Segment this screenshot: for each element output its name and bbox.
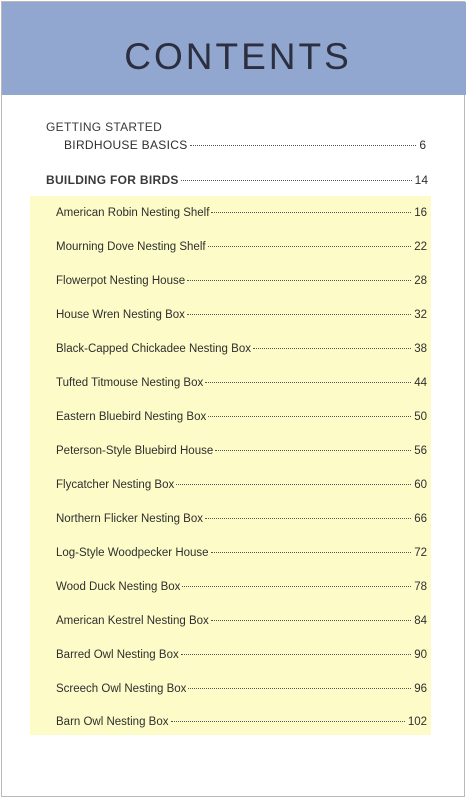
toc-entry-label: Tufted Titmouse Nesting Box bbox=[56, 377, 204, 389]
toc-entry-page: 56 bbox=[414, 445, 427, 457]
toc-entry[interactable] bbox=[56, 411, 427, 423]
toc-entry[interactable] bbox=[56, 479, 427, 491]
toc-entry[interactable] bbox=[56, 683, 427, 695]
toc-entry-label: Peterson-Style Bluebird House bbox=[56, 445, 214, 457]
dot-leader bbox=[181, 180, 412, 181]
toc-entry-page: 66 bbox=[414, 513, 427, 525]
toc-entry-page: 102 bbox=[407, 716, 427, 728]
dot-leader bbox=[205, 518, 411, 519]
toc-entry-page: 60 bbox=[414, 479, 427, 491]
toc-entry[interactable] bbox=[56, 716, 427, 728]
section-heading-building-for-birds: BUILDING FOR BIRDS bbox=[46, 173, 179, 187]
toc-entry-birdhouse-basics[interactable] bbox=[64, 138, 426, 152]
toc-entry-page: 16 bbox=[414, 207, 427, 219]
dot-leader bbox=[211, 212, 411, 213]
dot-leader bbox=[190, 145, 417, 146]
toc-entry[interactable] bbox=[56, 377, 427, 389]
toc-entry[interactable] bbox=[56, 241, 427, 253]
dot-leader bbox=[187, 280, 411, 281]
toc-entry[interactable] bbox=[56, 547, 427, 559]
dot-leader bbox=[171, 721, 405, 722]
section-heading-getting-started: GETTING STARTED bbox=[46, 120, 163, 134]
toc-entry-label: Northern Flicker Nesting Box bbox=[56, 513, 203, 525]
toc-entry-label: American Kestrel Nesting Box bbox=[56, 615, 209, 627]
toc-entry-label: Black-Capped Chickadee Nesting Box bbox=[56, 343, 251, 355]
page-title: CONTENTS bbox=[124, 36, 352, 77]
toc-entry[interactable] bbox=[56, 309, 427, 321]
dot-leader bbox=[211, 552, 412, 553]
toc-entry[interactable] bbox=[56, 649, 427, 661]
toc-entry[interactable] bbox=[56, 275, 427, 287]
dot-leader bbox=[176, 484, 411, 485]
dot-leader bbox=[181, 654, 411, 655]
toc-entry-page: 44 bbox=[414, 377, 427, 389]
toc-entry[interactable] bbox=[56, 615, 427, 627]
toc-entry[interactable] bbox=[56, 513, 427, 525]
toc-entry-page: 90 bbox=[414, 649, 427, 661]
dot-leader bbox=[205, 382, 411, 383]
dot-leader bbox=[182, 586, 411, 587]
toc-entry-building-for-birds[interactable] bbox=[46, 173, 428, 187]
toc-entry[interactable] bbox=[56, 343, 427, 355]
dot-leader bbox=[211, 620, 411, 621]
toc-entry-page: 22 bbox=[414, 241, 427, 253]
toc-entry-label: Barn Owl Nesting Box bbox=[56, 716, 169, 728]
dot-leader bbox=[208, 416, 411, 417]
toc-entry[interactable] bbox=[56, 207, 427, 219]
toc-entry-label: Wood Duck Nesting Box bbox=[56, 581, 181, 593]
toc-entry-page: 28 bbox=[414, 275, 427, 287]
toc-entry-page: 14 bbox=[414, 173, 428, 187]
toc-entry-page: 84 bbox=[414, 615, 427, 627]
toc-entry-page: 6 bbox=[419, 138, 426, 152]
toc-entry-page: 50 bbox=[414, 411, 427, 423]
toc-entry[interactable] bbox=[56, 581, 427, 593]
toc-entry[interactable] bbox=[56, 445, 427, 457]
dot-leader bbox=[188, 688, 411, 689]
toc-entry-page: 78 bbox=[414, 581, 427, 593]
dot-leader bbox=[208, 246, 412, 247]
toc-entry-page: 38 bbox=[414, 343, 427, 355]
toc-entry-page: 32 bbox=[414, 309, 427, 321]
toc-entry-label: American Robin Nesting Shelf bbox=[56, 207, 210, 219]
toc-entry-label: Mourning Dove Nesting Shelf bbox=[56, 241, 206, 253]
toc-entry-label: House Wren Nesting Box bbox=[56, 309, 185, 321]
dot-leader bbox=[253, 348, 411, 349]
dot-leader bbox=[215, 450, 411, 451]
toc-entry-label: BIRDHOUSE BASICS bbox=[64, 138, 188, 152]
toc-entry-label: Flycatcher Nesting Box bbox=[56, 479, 175, 491]
toc-entry-label: Log-Style Woodpecker House bbox=[56, 547, 209, 559]
toc-entry-label: Barred Owl Nesting Box bbox=[56, 649, 179, 661]
dot-leader bbox=[187, 314, 411, 315]
toc-entry-page: 96 bbox=[414, 683, 427, 695]
toc-entry-label: Screech Owl Nesting Box bbox=[56, 683, 187, 695]
toc-entry-page: 72 bbox=[414, 547, 427, 559]
toc-entry-label: Flowerpot Nesting House bbox=[56, 275, 186, 287]
toc-entry-label: Eastern Bluebird Nesting Box bbox=[56, 411, 207, 423]
